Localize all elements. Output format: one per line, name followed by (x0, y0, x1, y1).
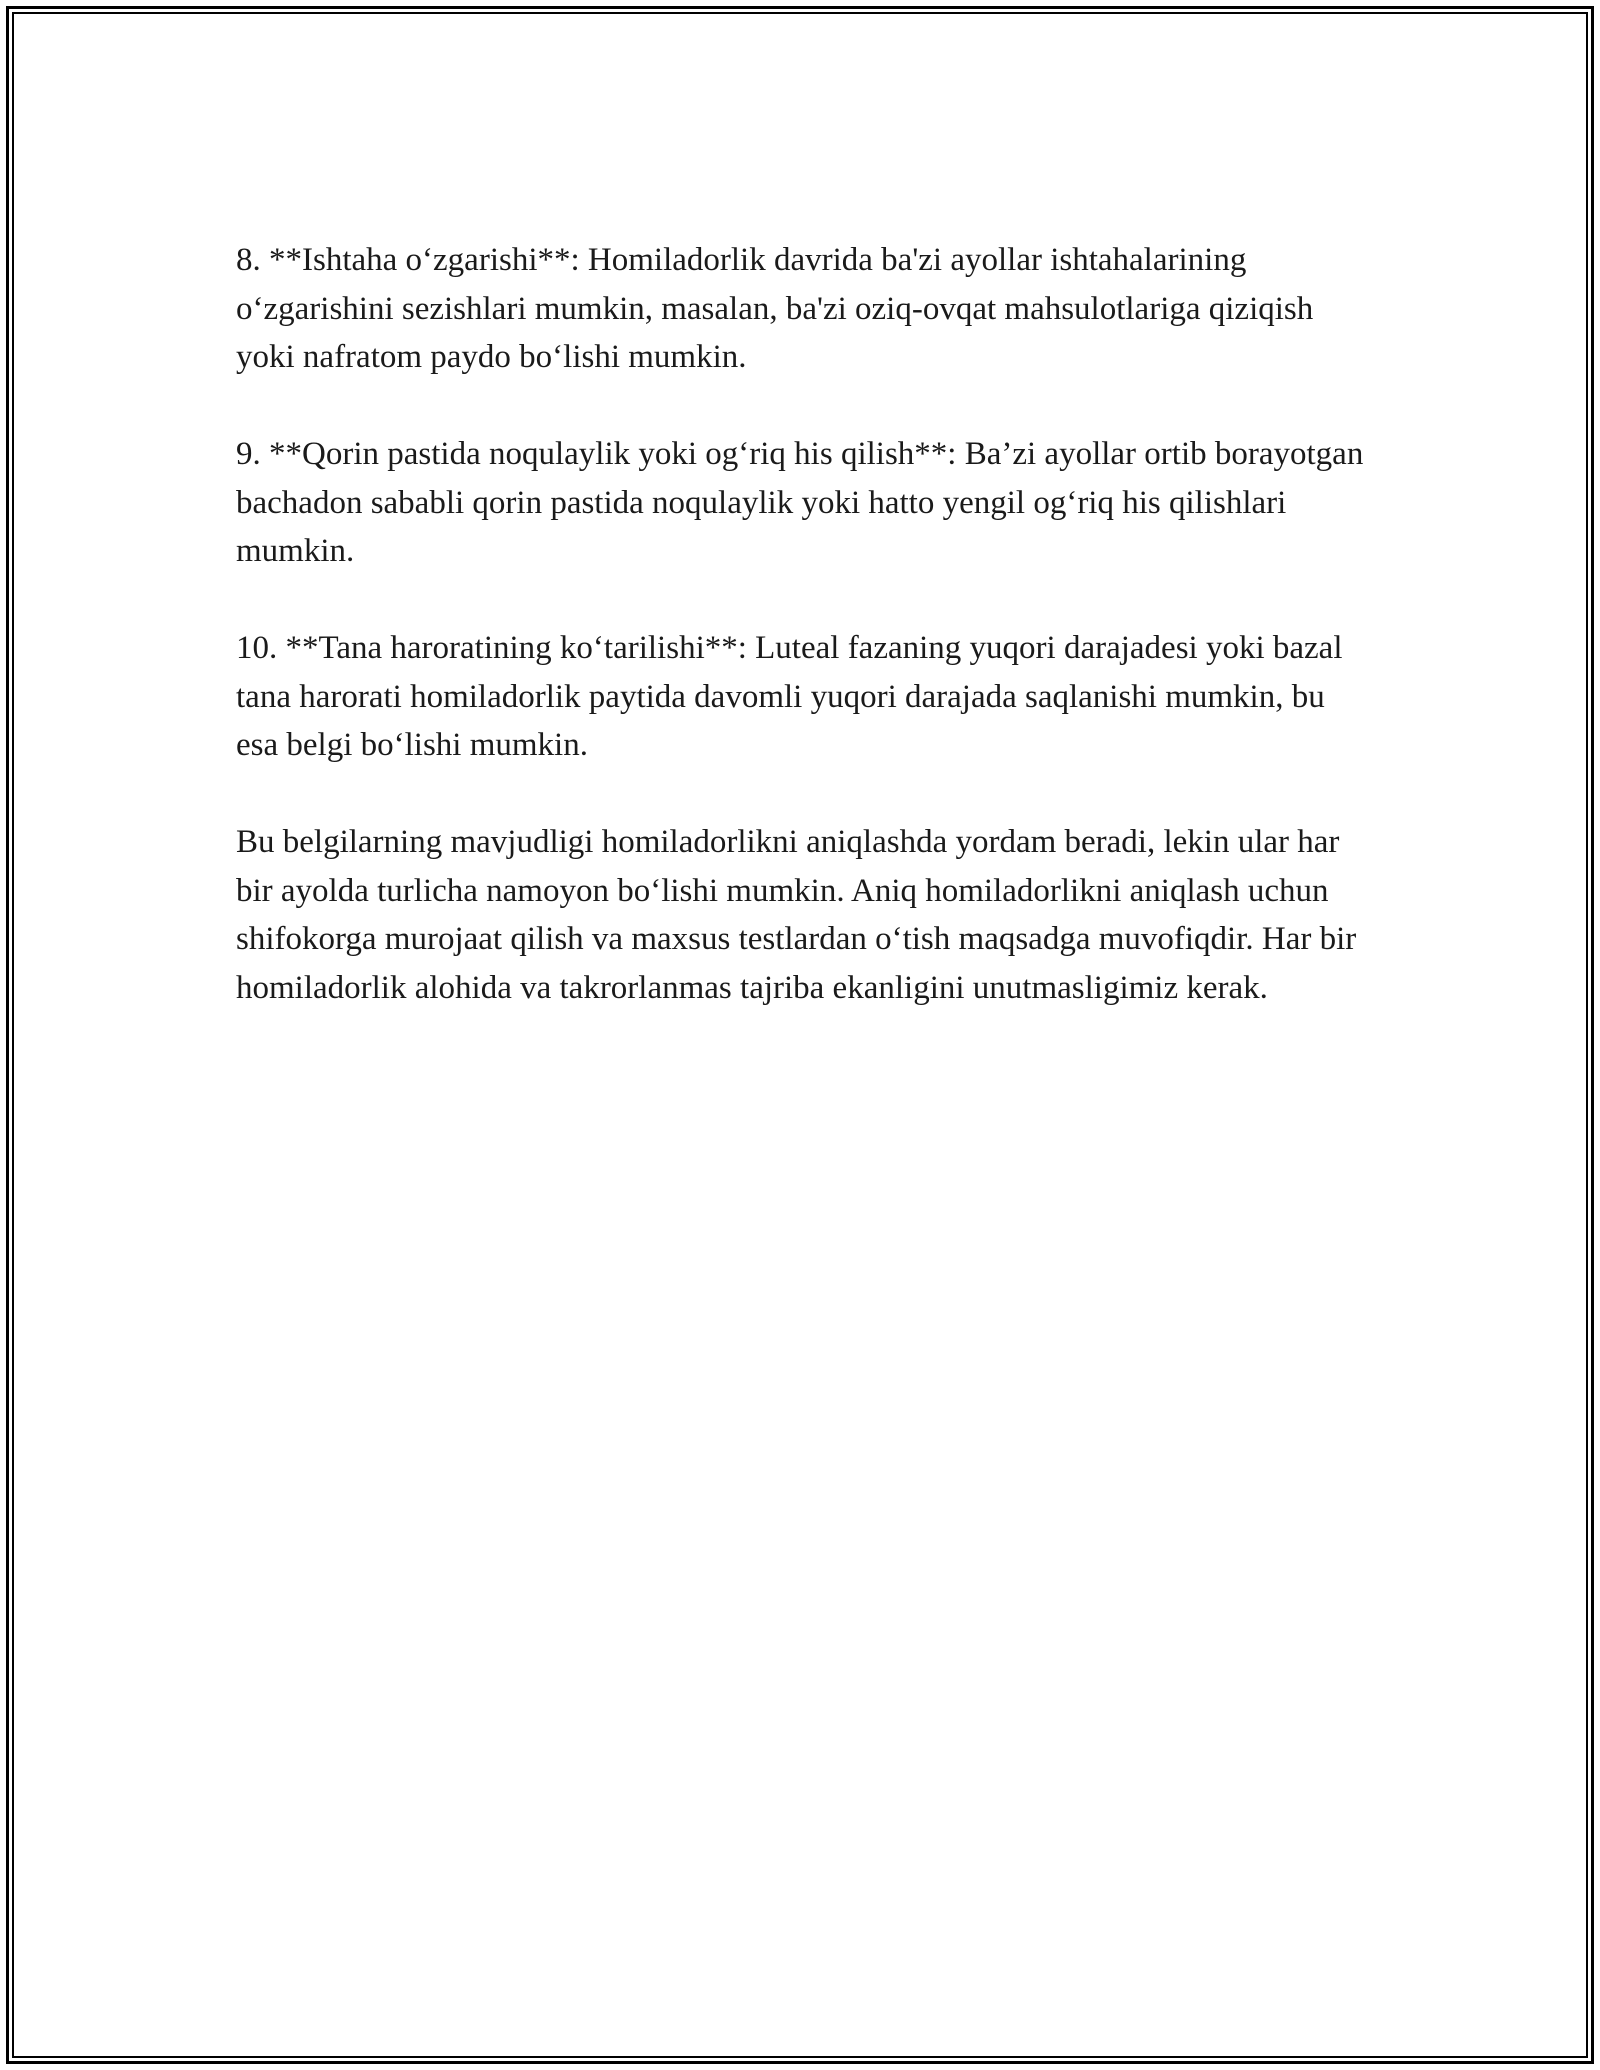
paragraph-item-8: 8. **Ishtaha o‘zgarishi**: Homiladorlik davrida ba'zi ayollar ishtahalarining o‘zgarishini sezishlari mumkin, masalan, ba'zi oziq-ovqat mahsulotlariga qiziqish yoki nafratom paydo bo‘lishi mumkin. (236, 242, 1314, 375)
document-body (236, 236, 1366, 1061)
paragraph-conclusion: Bu belgilarning mavjudligi homiladorlikni aniqlashda yordam beradi, lekin ular har bir ayolda turlicha namoyon bo‘lishi mumkin. Aniq homiladorlikni aniqlash uchun shifokorga murojaat qilish va maxsus testlardan o‘tish maqsadga muvofiqdir. Har bir homiladorlik alohida va takrorlanmas tajriba ekanligini unutmasligimiz kerak. (236, 824, 1357, 1006)
paragraph-item-9: 9. **Qorin pastida noqulaylik yoki og‘riq his qilish**: Ba’zi ayollar ortib borayotgan bachadon sababli qorin pastida noqulaylik yoki hatto yengil og‘riq his qilishlari mumkin. (236, 436, 1364, 569)
paragraph-item-10: 10. **Tana haroratining ko‘tarilishi**: Luteal fazaning yuqori darajadesi yoki bazal tana harorati homiladorlik paytida davomli yuqori darajada saqlanishi mumkin, bu esa belgi bo‘lishi mumkin. (236, 630, 1343, 763)
